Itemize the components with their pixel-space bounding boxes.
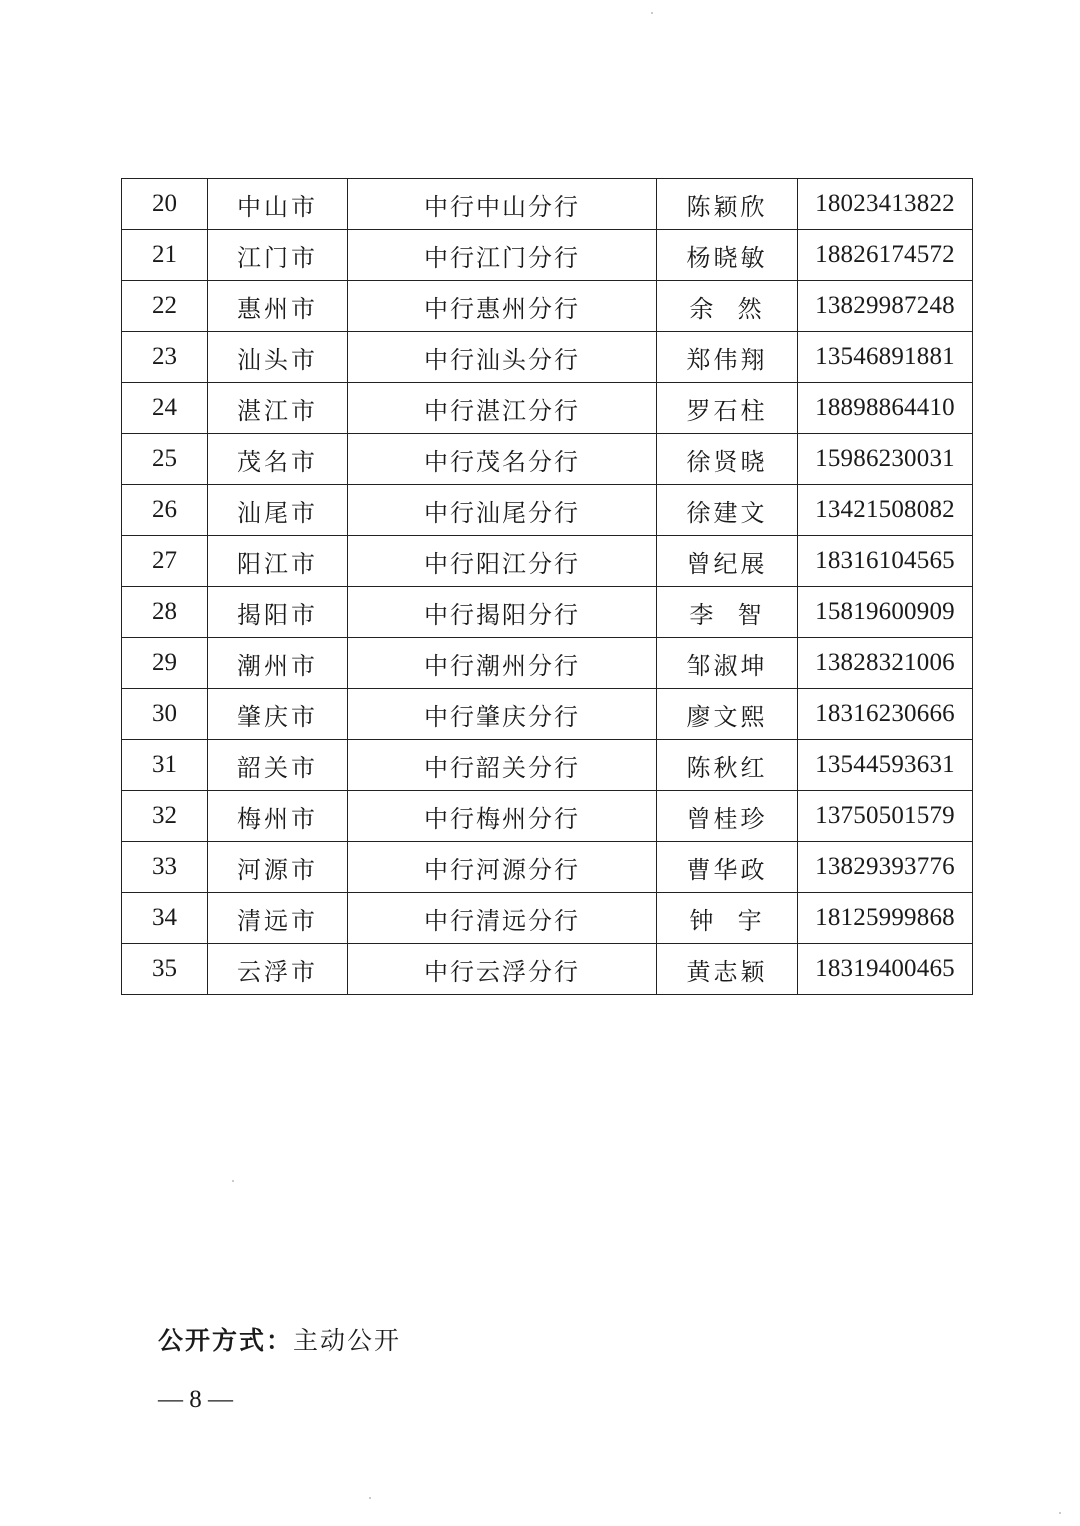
cell-contact: 罗石柱 [657,383,798,434]
cell-number: 26 [122,485,208,536]
cell-contact: 曾桂珍 [657,791,798,842]
cell-number: 34 [122,893,208,944]
cell-phone: 13546891881 [798,332,973,383]
cell-city: 河源市 [208,842,348,893]
cell-contact: 曹华政 [657,842,798,893]
table-row [122,587,973,638]
cell-city: 肇庆市 [208,689,348,740]
cell-branch: 中行茂名分行 [348,434,657,485]
cell-branch: 中行揭阳分行 [348,587,657,638]
cell-branch: 中行汕头分行 [348,332,657,383]
cell-phone: 15986230031 [798,434,973,485]
cell-number: 28 [122,587,208,638]
cell-contact: 徐建文 [657,485,798,536]
cell-branch: 中行清远分行 [348,893,657,944]
cell-number: 32 [122,791,208,842]
cell-city: 江门市 [208,230,348,281]
cell-branch: 中行韶关分行 [348,740,657,791]
cell-city: 中山市 [208,179,348,230]
table-row [122,791,973,842]
cell-number: 20 [122,179,208,230]
cell-contact: 邹淑坤 [657,638,798,689]
cell-contact: 廖文熙 [657,689,798,740]
cell-contact: 徐贤晓 [657,434,798,485]
table-row [122,434,973,485]
cell-number: 25 [122,434,208,485]
cell-number: 35 [122,944,208,995]
cell-branch: 中行河源分行 [348,842,657,893]
cell-city: 揭阳市 [208,587,348,638]
table-row [122,383,973,434]
cell-contact: 黄志颖 [657,944,798,995]
cell-number: 22 [122,281,208,332]
table-row [122,179,973,230]
cell-number: 30 [122,689,208,740]
cell-phone: 15819600909 [798,587,973,638]
cell-contact: 陈秋红 [657,740,798,791]
disclosure-value: 主动公开 [293,1326,402,1355]
cell-number: 33 [122,842,208,893]
cell-contact: 杨晓敏 [657,230,798,281]
cell-contact: 钟 宇 [657,893,798,944]
cell-phone: 18319400465 [798,944,973,995]
cell-city: 汕尾市 [208,485,348,536]
cell-phone: 13421508082 [798,485,973,536]
cell-phone: 18898864410 [798,383,973,434]
table-body [122,179,973,995]
cell-phone: 18125999868 [798,893,973,944]
cell-number: 27 [122,536,208,587]
cell-phone: 13829393776 [798,842,973,893]
disclosure-label: 公开方式： [158,1326,294,1355]
cell-number: 24 [122,383,208,434]
table-row [122,740,973,791]
cell-phone: 18826174572 [798,230,973,281]
scan-speck [232,1180,234,1182]
table-row [122,689,973,740]
cell-phone: 13544593631 [798,740,973,791]
cell-phone: 18316230666 [798,689,973,740]
table-row [122,485,973,536]
cell-phone: 18316104565 [798,536,973,587]
cell-city: 湛江市 [208,383,348,434]
cell-city: 茂名市 [208,434,348,485]
cell-number: 23 [122,332,208,383]
cell-phone: 13829987248 [798,281,973,332]
cell-phone: 13828321006 [798,638,973,689]
cell-branch: 中行肇庆分行 [348,689,657,740]
disclosure-line [158,1321,401,1357]
table-row [122,842,973,893]
cell-branch: 中行汕尾分行 [348,485,657,536]
table-row [122,230,973,281]
cell-number: 21 [122,230,208,281]
cell-contact: 陈颖欣 [657,179,798,230]
cell-branch: 中行中山分行 [348,179,657,230]
contact-table [121,178,973,995]
cell-contact: 曾纪展 [657,536,798,587]
cell-city: 韶关市 [208,740,348,791]
cell-city: 清远市 [208,893,348,944]
cell-number: 29 [122,638,208,689]
cell-contact: 郑伟翔 [657,332,798,383]
page-number: — 8 — [158,1386,233,1413]
cell-city: 惠州市 [208,281,348,332]
cell-branch: 中行云浮分行 [348,944,657,995]
table-row [122,281,973,332]
cell-city: 潮州市 [208,638,348,689]
cell-branch: 中行潮州分行 [348,638,657,689]
cell-phone: 18023413822 [798,179,973,230]
cell-city: 阳江市 [208,536,348,587]
table-row [122,536,973,587]
cell-branch: 中行梅州分行 [348,791,657,842]
cell-city: 云浮市 [208,944,348,995]
cell-branch: 中行阳江分行 [348,536,657,587]
scan-speck [651,12,653,14]
scan-speck [369,1497,371,1499]
cell-contact: 余 然 [657,281,798,332]
cell-city: 汕头市 [208,332,348,383]
table-row [122,893,973,944]
table-row [122,332,973,383]
cell-number: 31 [122,740,208,791]
scan-speck [1059,1512,1061,1514]
cell-phone: 13750501579 [798,791,973,842]
cell-city: 梅州市 [208,791,348,842]
cell-branch: 中行湛江分行 [348,383,657,434]
cell-branch: 中行江门分行 [348,230,657,281]
table-row [122,638,973,689]
cell-contact: 李 智 [657,587,798,638]
table-row [122,944,973,995]
cell-branch: 中行惠州分行 [348,281,657,332]
